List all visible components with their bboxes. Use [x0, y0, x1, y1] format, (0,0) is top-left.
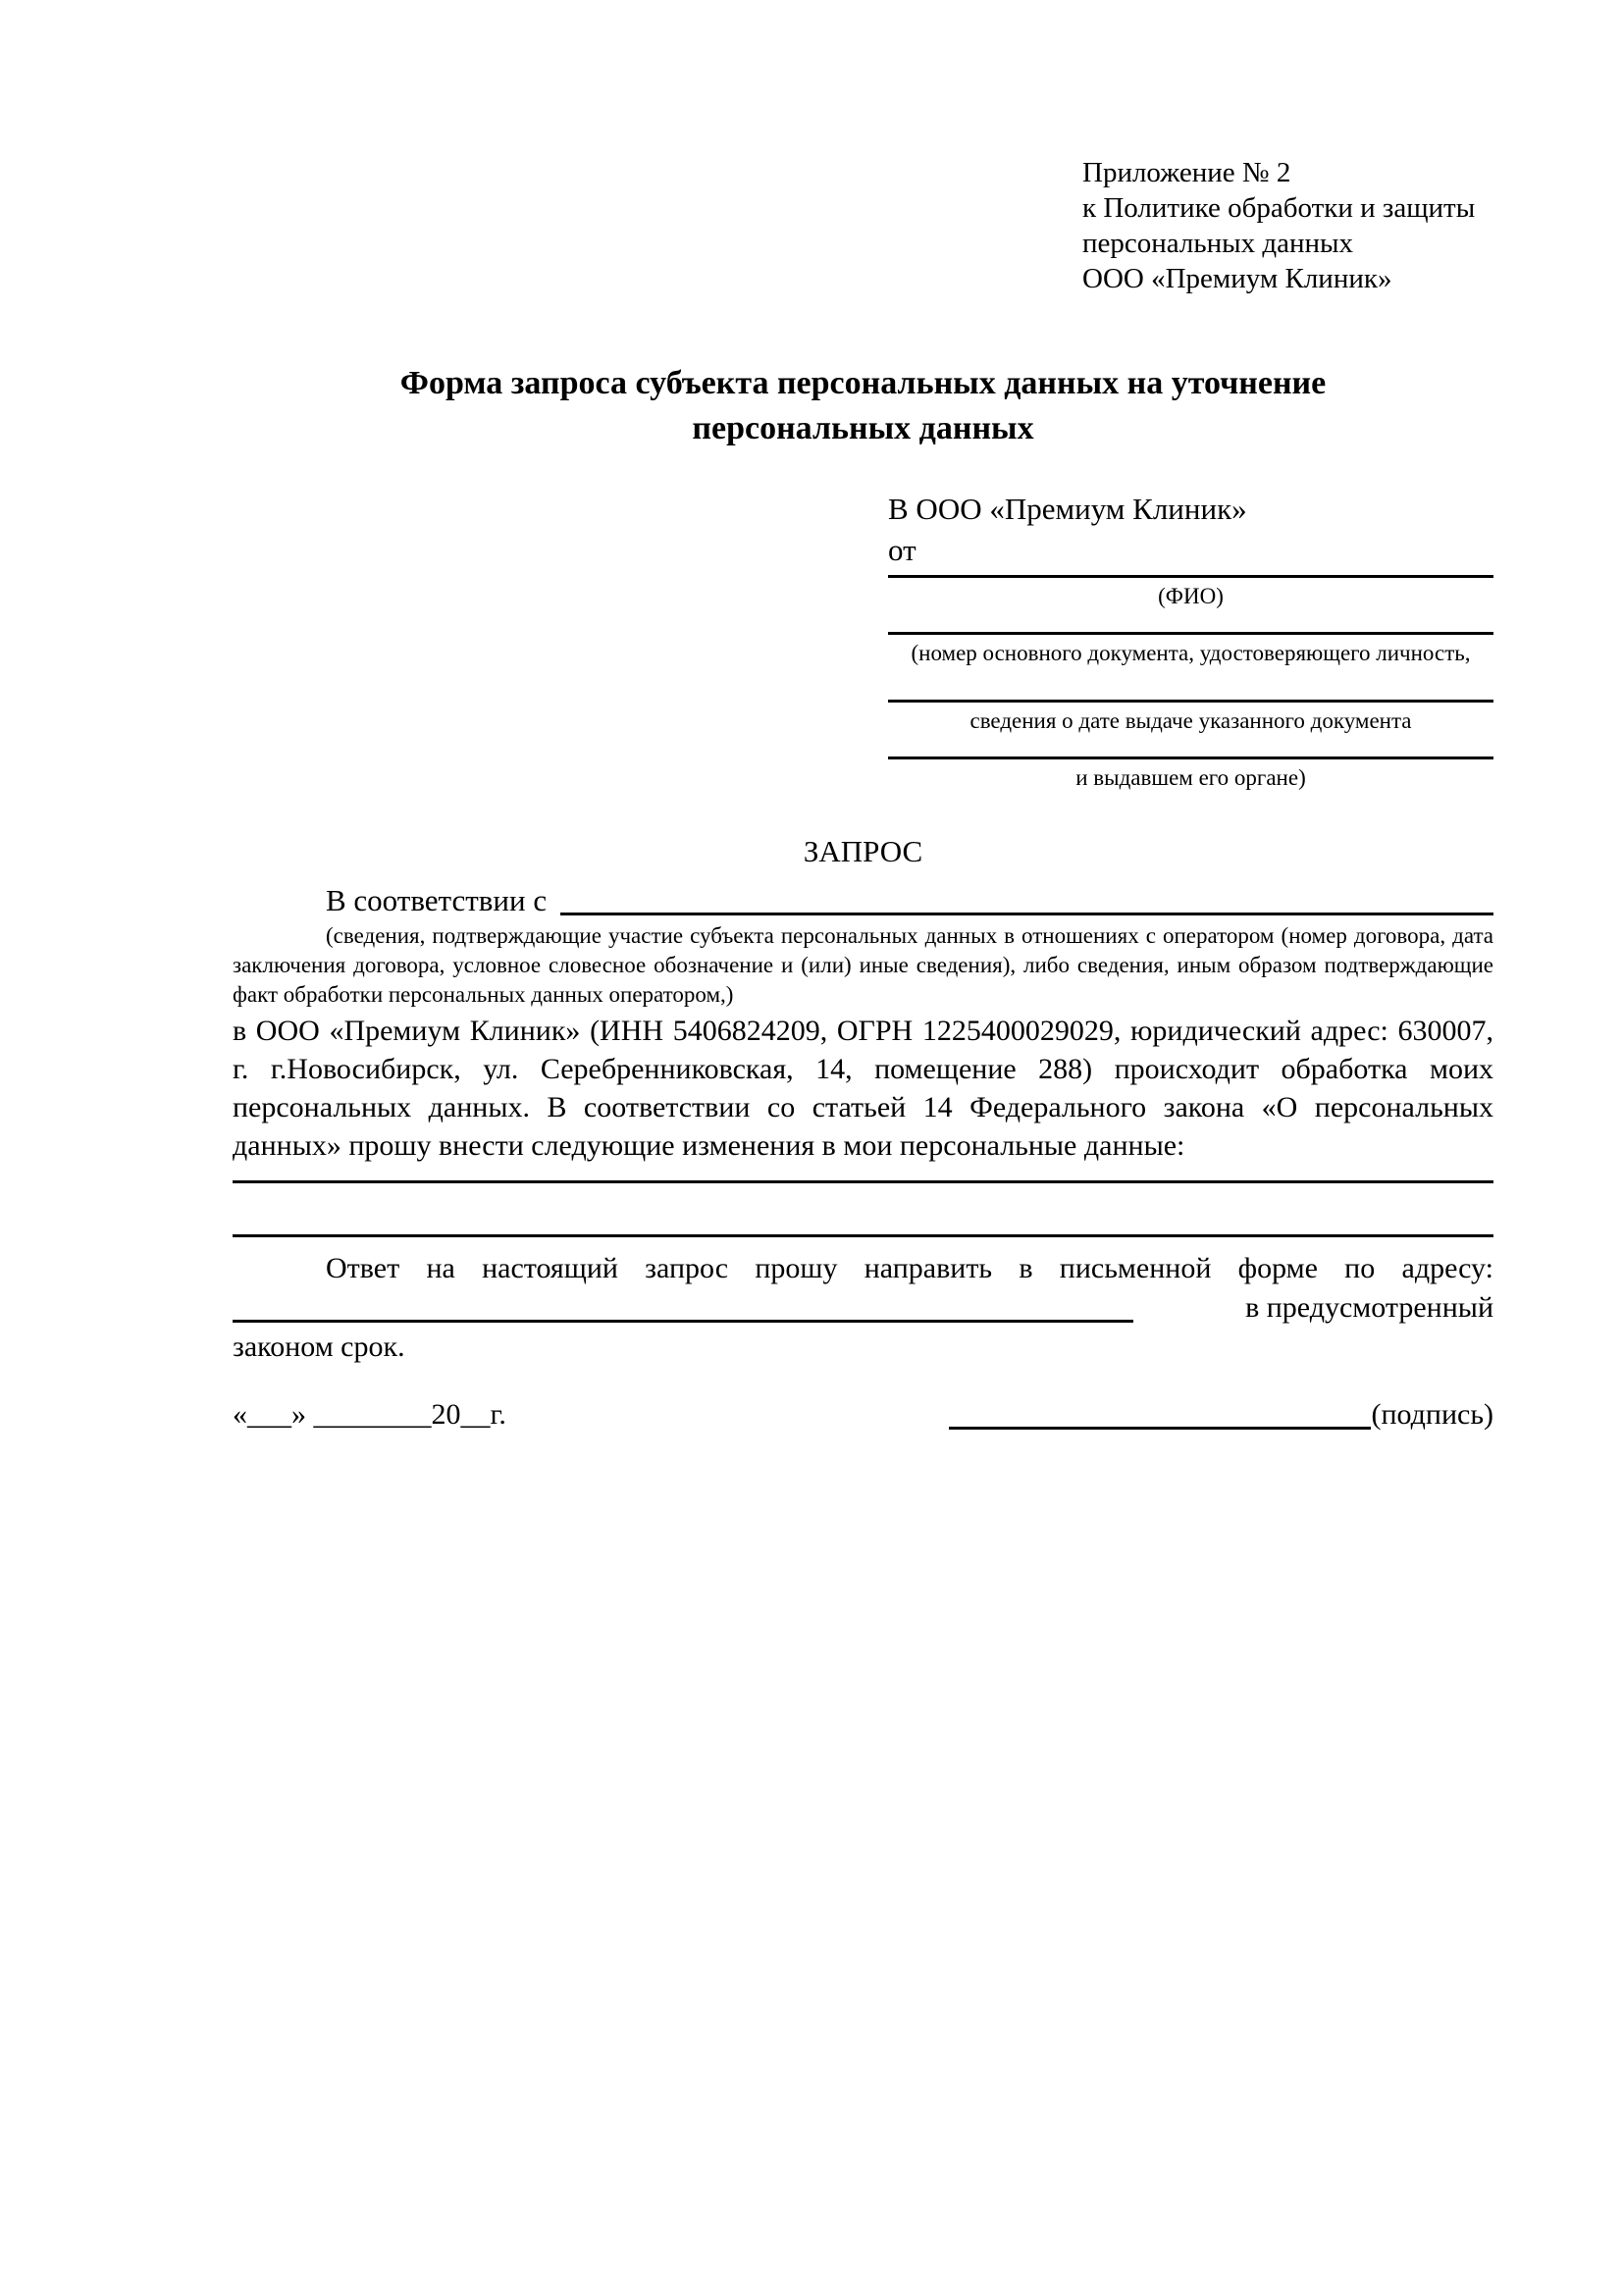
appendix-line: Приложение № 2	[1082, 157, 1291, 188]
signature-caption: (подпись)	[1371, 1398, 1493, 1431]
changes-fill-line	[233, 1180, 1493, 1183]
addressee-to: В ООО «Премиум Клиник»	[888, 492, 1247, 526]
issue-date-caption: сведения о дате выдаче указанного документа	[969, 708, 1412, 733]
date-signature-row	[233, 1394, 1493, 1435]
answer-suffix: в предусмотренный	[1245, 1291, 1493, 1324]
page-content	[233, 0, 1493, 1435]
changes-fill-line	[233, 1234, 1493, 1237]
accordance-row	[233, 880, 1493, 921]
answer-address-line: Ответ на настоящий запрос прошу направить в письменной форме по адресу:	[326, 1252, 1493, 1284]
document-title: Форма запроса субъекта персональных данных на уточнение персональных данных	[399, 365, 1327, 446]
request-body-paragraph: в ООО «Премиум Клиник» (ИНН 5406824209, ОГРН 1225400029029, юридический адрес: 630007, г. г.Новосибирск, ул. Серебренниковская, 14, помещение 288) происходит обработка моих персональных данных. В соответствии со статьей 14 Федерального закона «О персональных данных» прошу внести следующие изменения в мои персональные данные:	[233, 1015, 1493, 1162]
request-heading: ЗАПРОС	[803, 834, 923, 868]
addressee-from-label: от	[888, 533, 916, 567]
accordance-note: (сведения, подтверждающие участие субъекта персональных данных в отношениях с оператором (номер договора, дата заключения договора, условное словесное обозначение и (или) иные сведения), либо сведения, иным образом подтверждающие факт обработки персональных данных оператором,)	[233, 923, 1493, 1007]
appendix-line: к Политике обработки и защиты	[1082, 192, 1476, 224]
appendix-block	[1082, 0, 1493, 296]
appendix-line: персональных данных	[1082, 228, 1354, 259]
date-fill-line: «___» ________20__г.	[233, 1398, 506, 1431]
appendix-line: ООО «Премиум Клиник»	[1082, 263, 1392, 294]
fio-caption: (ФИО)	[1158, 584, 1224, 608]
accordance-fill-line	[560, 880, 1493, 915]
id-document-caption: (номер основного документа, удостоверяющего личность,	[911, 641, 1471, 665]
signature-fill-line	[949, 1427, 1371, 1430]
answer-tail: законом срок.	[233, 1331, 405, 1363]
accordance-prefix: В соответствии с	[326, 883, 548, 917]
answer-address-row	[233, 1288, 1493, 1328]
addressee-block	[888, 489, 1493, 792]
issuing-authority-caption: и выдавшем его органе)	[1075, 765, 1306, 790]
address-fill-line	[233, 1320, 1133, 1323]
